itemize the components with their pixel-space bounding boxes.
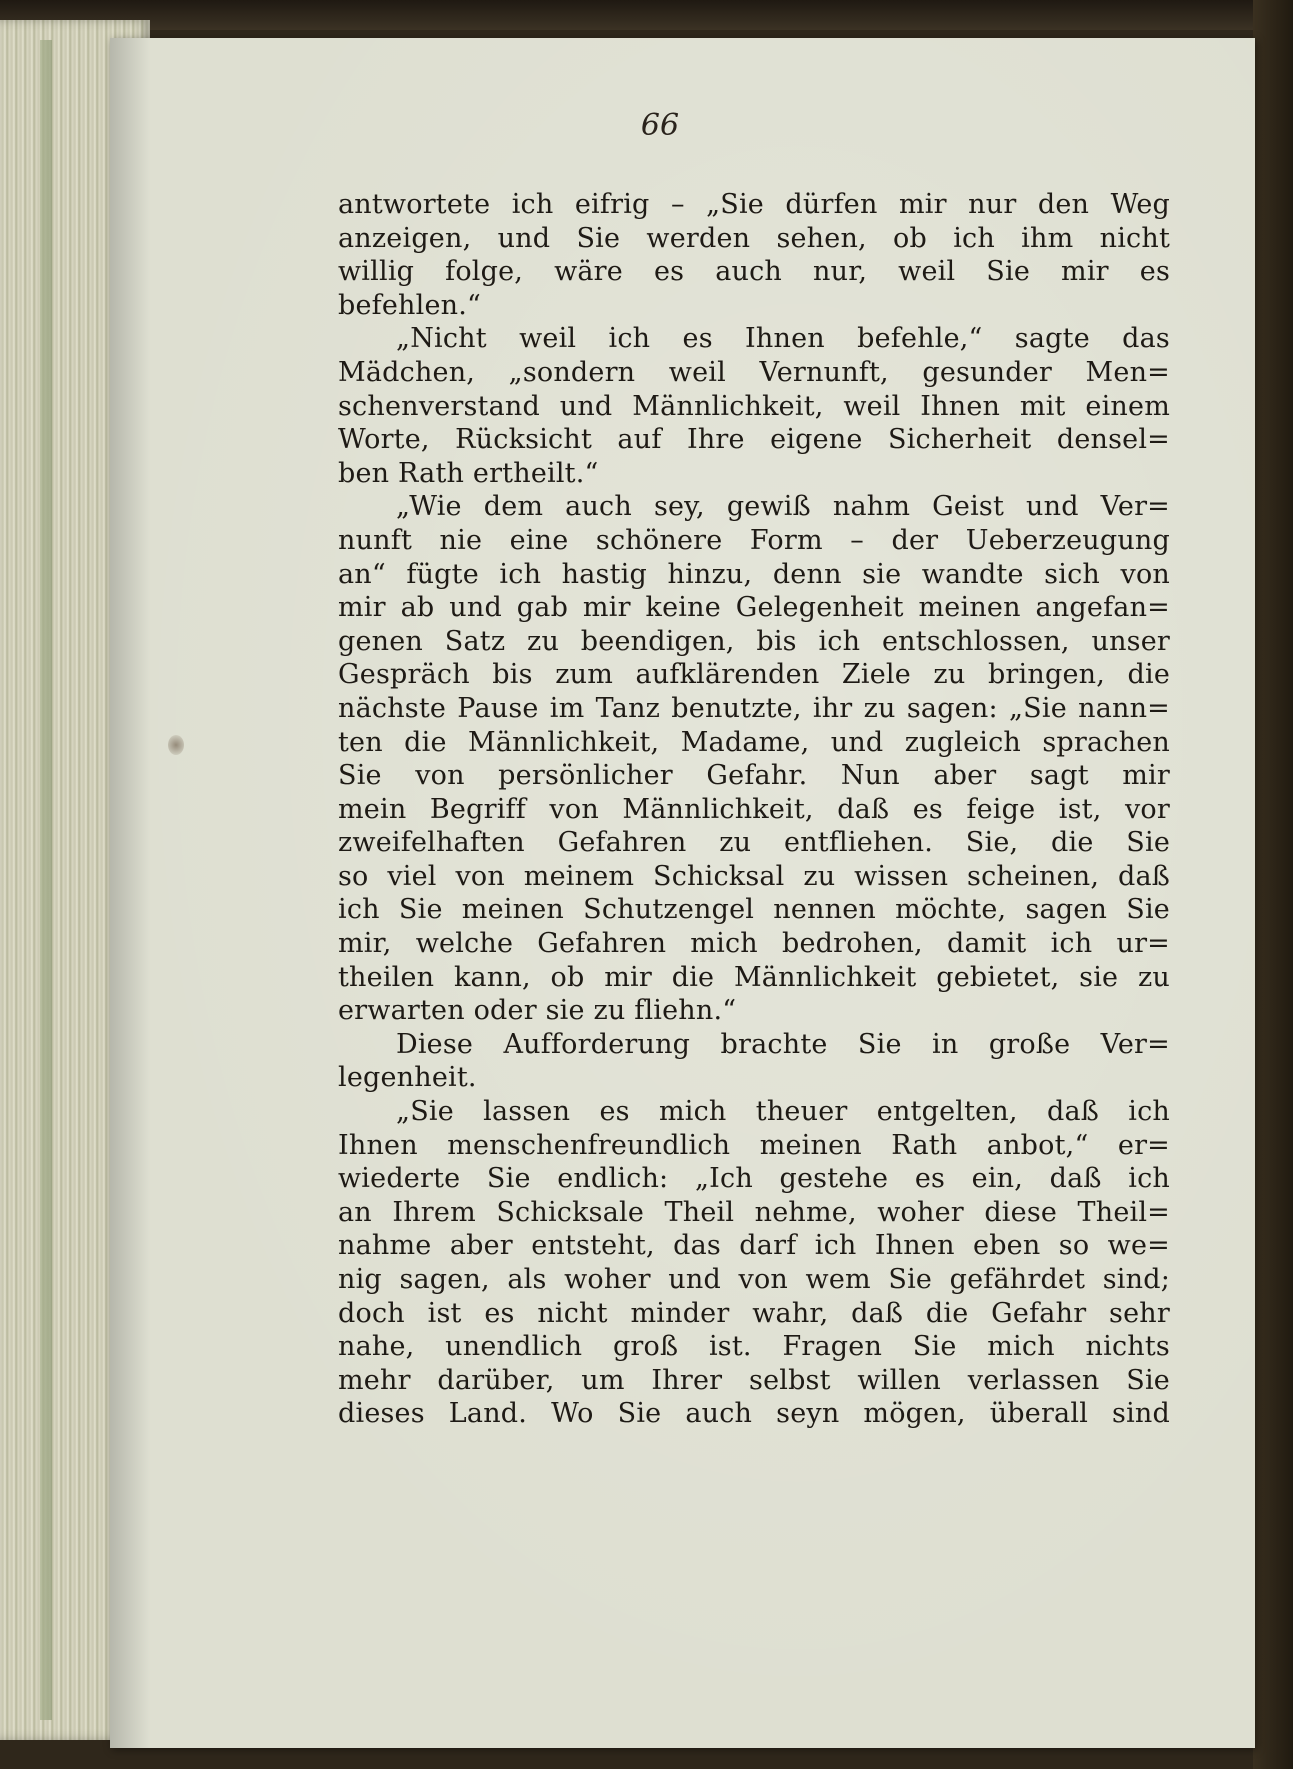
text-line: nahme aber entsteht, das darf ich Ihnen eben so we= [338,1230,1170,1262]
text-line: nächste Pause im Tanz benutzte, ihr zu sagen: „Sie nann= [338,692,1170,724]
page-number: 66 [640,108,680,143]
text-line: Sie von persönlicher Gefahr. Nun aber sagt mir [338,760,1170,792]
text-line: „Sie lassen es mich theuer entgelten, daß ich [396,1096,1170,1128]
text-line: wiederte Sie endlich: „Ich gestehe es ein, daß ich [338,1163,1170,1195]
ink-smudge [168,735,184,755]
text-line: Ihnen menschenfreundlich meinen Rath anbot,“ er= [338,1129,1170,1161]
text-line: an“ fügte ich hastig hinzu, denn sie wandte sich von [338,558,1170,590]
text-line: ich Sie meinen Schutzengel nennen möchte, sagen Sie [338,894,1170,926]
text-line: erwarten oder sie zu fliehn.“ [338,995,737,1027]
text-line: Diese Aufforderung brachte Sie in große Ver= [396,1028,1170,1060]
text-line: so viel von meinem Schicksal zu wissen scheinen, daß [338,860,1170,892]
text-line: theilen kann, ob mir die Männlichkeit gebietet, sie zu [338,961,1170,993]
text-line: willig folge, wäre es auch nur, weil Sie mir es [338,256,1170,288]
text-line: mehr darüber, um Ihrer selbst willen verlassen Sie [338,1364,1170,1396]
book-cover-top [0,0,1293,30]
text-line: antwortete ich eifrig – „Sie dürfen mir nur den Weg [338,189,1170,220]
page-edges-tint [40,40,52,1720]
text-line: zweifelhaften Gefahren zu entfliehen. Sie, die Sie [338,827,1170,859]
text-line: mir ab und gab mir keine Gelegenheit meinen angefan= [338,592,1170,624]
body-text [338,188,1170,1431]
text-line: befehlen.“ [338,289,482,321]
text-line: nig sagen, als woher und von wem Sie gefährdet sind; [338,1264,1170,1295]
text-line: mir, welche Gefahren mich bedrohen, damit ich ur= [338,928,1170,960]
text-line: Gespräch bis zum aufklärenden Ziele zu bringen, die [338,659,1170,691]
text-line: ten die Männlichkeit, Madame, und zugleich sprachen [338,726,1170,758]
text-line: nahe, unendlich groß ist. Fragen Sie mich nichts [338,1331,1170,1363]
text-line: dieses Land. Wo Sie auch seyn mögen, überall sind [338,1398,1170,1430]
text-line: ben Rath ertheilt.“ [338,457,599,489]
text-line: schenverstand und Männlichkeit, weil Ihnen mit einem [338,390,1170,422]
text-line: doch ist es nicht minder wahr, daß die Gefahr sehr [338,1297,1170,1329]
text-line: genen Satz zu beendigen, bis ich entschlossen, unser [338,625,1170,657]
text-line: nunft nie eine schönere Form – der Ueberzeugung [338,524,1170,556]
book-cover-right [1253,0,1293,1769]
text-line: „Wie dem auch sey, gewiß nahm Geist und Ver= [396,491,1170,523]
text-line: Mädchen, „sondern weil Vernunft, gesunder Men= [338,356,1170,388]
text-line: mein Begriff von Männlichkeit, daß es feige ist, vor [338,793,1170,825]
text-line: an Ihrem Schicksale Theil nehme, woher diese Theil= [338,1196,1170,1228]
text-line: Worte, Rücksicht auf Ihre eigene Sicherheit densel= [338,424,1170,456]
text-line: anzeigen, und Sie werden sehen, ob ich ihm nicht [338,222,1170,254]
text-line: „Nicht weil ich es Ihnen befehle,“ sagte das [396,323,1170,355]
text-line: legenheit. [338,1062,477,1094]
